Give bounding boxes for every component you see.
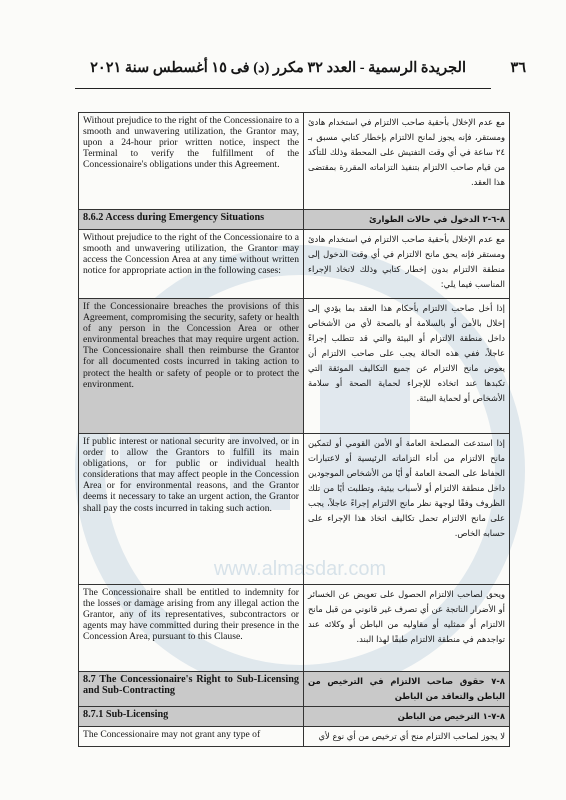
english-cell: Without prejudice to the right of the Concessionaire to a smooth and unwavering utilization, the Grantor may, upon a 24-hour prior written notice, inspect the Terminal to verify the fulfillment of the Concessionaire's obligations under this Agreement.: [79, 113, 304, 210]
page-number: ٣٦: [510, 60, 526, 76]
section-heading-ar: ٨-٧ حقوق صاحب الالتزام في الترخيص من الباطن والتعاقد من الباطن: [304, 672, 510, 707]
arabic-cell: مع عدم الإخلال بأحقية صاحب الالتزام في استخدام هادئ ومستقر، فإنه يجوز لمانح الالتزام بإخطار كتابي مسبق بـ ٢٤ ساعة في أي وقت التفتيش على المحطة وذلك للتأكد من قيام صاحب الالتزام بتنفيذ التزاماته المقررة بمقتضى هذا العقد.: [304, 113, 510, 210]
gazette-title: الجريدة الرسمية - العدد ٣٢ مكرر (د) فى ١٥ أغسطس سنة ٢٠٢١: [90, 60, 466, 76]
english-cell: If public interest or national security are involved, or in order to allow the Grantors to fulfill its main obligations, or for public or individual health considerations that may affect people in the Concession Area or for environmental reasons, and the Grantor deems it necessary to take an urgent action, the Grantor shall pay the costs incurred in taking such action.: [79, 434, 304, 585]
table-row: [79, 230, 510, 299]
table-row: [79, 727, 510, 747]
arabic-cell: إذا استدعت المصلحة العامة أو الأمن القومي أو لتمكين مانح الالتزام من أداء التزاماته الرئيسية أو لاعتبارات الحفاظ على الصحة العامة أو أيًا من الأشخاص الموجودين داخل منطقة الالتزام أو لأسباب بيئية، وتطلبت أيًا من تلك الظروف وفقًا لوجهة نظر مانح الالتزام إجراءً عاجلاً، يجب على مانح الالتزام تحمل تكاليف اتخاذ هذا الإجراء على حسابه الخاص.: [304, 434, 510, 585]
section-heading-row: [79, 672, 510, 707]
table-row: [79, 585, 510, 672]
section-heading-ar: ٨-٧-١ الترخيص من الباطن: [304, 707, 510, 727]
table-row: [79, 113, 510, 210]
section-heading-en: 8.7.1 Sub-Licensing: [79, 707, 304, 727]
section-heading-ar: ٨-٦-٢ الدخول في حالات الطوارئ: [304, 210, 510, 230]
arabic-cell: مع عدم الإخلال بأحقية صاحب الالتزام في استخدام هادئ ومستقر فإنه يحق مانح الالتزام في أي وقت الدخول إلى منطقة الالتزام بدون إخطار كتابي وذلك لاتخاذ الإجراء المناسب فيما يلي:: [304, 230, 510, 299]
watermark-url: www.almasdar.com: [213, 558, 387, 580]
section-heading-row: [79, 707, 510, 727]
header-rule: [75, 88, 491, 89]
english-cell: The Concessionaire shall be entitled to indemnity for the losses or damage arising from any illegal action the Grantor, any of its representatives, subcontractors or agents may have committed during their presence in the Concession Area, pursuant to this Clause.: [79, 585, 304, 672]
section-heading-en: 8.7 The Concessionaire's Right to Sub-Licensing and Sub-Contracting: [79, 672, 304, 707]
table-row: [79, 434, 510, 585]
arabic-cell: ويحق لصاحب الالتزام الحصول على تعويض عن الخسائر أو الأضرار الناتجة عن أي تصرف غير قانوني من قبل مانح الالتزام أو ممثليه أو مقاوليه من الباطن أو وكلائه عند تواجدهم في منطقة الالتزام طبقًا لهذا البند.: [304, 585, 510, 672]
page-header: [40, 60, 526, 82]
arabic-cell: لا يجوز لصاحب الالتزام منح أي ترخيص من أي نوع لأي: [304, 727, 510, 747]
bilingual-table: [78, 112, 510, 747]
section-heading-row: [79, 210, 510, 230]
english-cell: Without prejudice to the right of the Concessionaire to a smooth and unwavering utilization, the Grantor may access the Concession Area at any time without written notice for appropriate action in the following cases:: [79, 230, 304, 299]
table-row: [79, 299, 510, 434]
arabic-cell: إذا أخل صاحب الالتزام بأحكام هذا العقد بما يؤدي إلى إخلال بالأمن أو بالسلامة أو بالصحة لأي من الأشخاص داخل منطقة الالتزام أو البيئة والتي قد تتطلب إجراءً عاجلاً، ففي هذه الحالة يجب على صاحب الالتزام أن يعوض مانح الالتزام عن جميع التكاليف الموثقة التي تكبدها عند اتخاذه للإجراء لحماية الصحة أو سلامة الأشخاص أو لحماية البيئة.: [304, 299, 510, 434]
section-heading-en: 8.6.2 Access during Emergency Situations: [79, 210, 304, 230]
english-cell: If the Concessionaire breaches the provisions of this Agreement, compromising the security, safety or health of any person in the Concession Area or other environmental breaches that may require urgent action. The Concessionaire shall then reimburse the Grantor for all documented costs incurred in taking action to protect the health or safety of people or to protect the environment.: [79, 299, 304, 434]
english-cell: The Concessionaire may not grant any type of: [79, 727, 304, 747]
